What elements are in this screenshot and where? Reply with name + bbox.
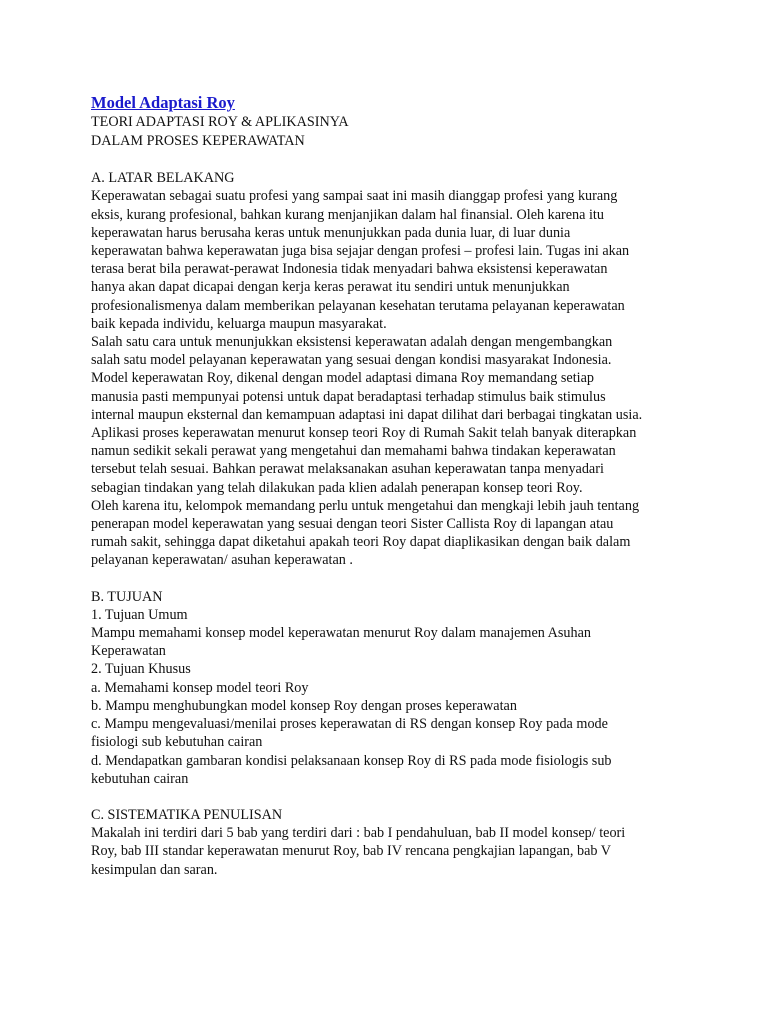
spacer [91,570,678,588]
section-c-paragraph: Makalah ini terdiri dari 5 bab yang terdiri dari : bab I pendahuluan, bab II model konsep/ teori Roy, bab III standar keperawatan menurut Roy, bab IV rencana pengkajian lapangan, bab V kesimpulan dan saran. [91,825,626,878]
section-b-line-4: a. Memahami konsep model teori Roy [91,679,309,696]
section-b-line-5: b. Mampu menghubungkan model konsep Roy dengan proses keperawatan [91,697,517,714]
section-a-heading: A. LATAR BELAKANG [91,170,235,187]
section-tujuan [91,588,678,788]
section-b-line-6: c. Mampu mengevaluasi/menilai proses keperawatan di RS dengan konsep Roy pada mode fisiologi sub kebutuhan cairan [91,716,608,751]
section-b-line-7: d. Mendapatkan gambaran kondisi pelaksanaan konsep Roy di RS pada mode fisiologis sub kebutuhan cairan [91,752,612,787]
section-b-heading: B. TUJUAN [91,588,163,605]
spacer [91,151,678,169]
section-b-line-2: Mampu memahami konsep model keperawatan menurut Roy dalam manajemen Asuhan Keperawatan [91,625,591,660]
section-a-paragraph-3: Oleh karena itu, kelompok memandang perlu untuk mengetahui dan mengkaji lebih jauh tentang penerapan model keperawatan yang sesuai dengan teori Sister Callista Roy di lapangan atau rumah sakit, sehingga dapat diketahui apakah teori Roy dapat diaplikasikan dengan baik dalam pelayanan keperawatan/ asuhan keperawatan . [91,497,640,569]
subtitle-line-1: TEORI ADAPTASI ROY & APLIKASINYA [91,114,349,131]
section-a-paragraph-2: Salah satu cara untuk menunjukkan eksistensi keperawatan adalah dengan mengembangkan salah satu model pelayanan keperawatan yang sesuai dengan kondisi masyarakat Indonesia. Model keperawatan Roy, dikenal dengan model adaptasi dimana Roy memandang setiap manusia pasti mempunyai potensi untuk dapat beradaptasi terhadap stimulus baik stimulus internal maupun eksternal dan kemampuan adaptasi ini dapat dilihat dari berbagai tingkatan usia. Aplikasi proses keperawatan menurut konsep teori Roy di Rumah Sakit telah banyak diterapkan namun sedikit sekali perawat yang mengetahui dan memahami bahwa tindakan keperawatan tersebut telah sesuai. Bahkan perawat melaksanakan asuhan keperawatan tanpa menyadari sebagian tindakan yang telah dilakukan pada klien adalah penerapan konsep teori Roy. [91,334,643,496]
section-latar-belakang [91,169,678,569]
section-a-paragraph-1: Keperawatan sebagai suatu profesi yang sampai saat ini masih dianggap profesi yang kurang eksis, kurang profesional, bahkan kurang menjanjikan dalam hal finansial. Oleh karena itu keperawatan harus berusaha keras untuk menunjukkan pada dunia luar, di luar dunia keperawatan bahwa keperawatan juga bisa sejajar dengan profesi – profesi lain. Tugas ini akan terasa berat bila perawat-perawat Indonesia tidak menyadari bahwa eksistensi keperawatan hanya akan dapat dicapai dengan kerja keras perawat itu sendiri untuk menunjukkan profesionalismenya dalam memberikan pelayanan kesehatan terutama pelayanan keperawatan baik kepada individu, keluarga maupun masyarakat. [91,188,630,332]
section-b-line-3: 2. Tujuan Khusus [91,661,191,678]
subtitle-line-2: DALAM PROSES KEPERAWATAN [91,133,305,150]
section-c-heading: C. SISTEMATIKA PENULISAN [91,806,283,823]
subtitle-block [91,113,678,151]
article-title-link[interactable]: Model Adaptasi Roy [91,93,235,112]
spacer [91,788,678,806]
section-sistematika [91,806,678,879]
section-b-line-1: 1. Tujuan Umum [91,606,188,623]
